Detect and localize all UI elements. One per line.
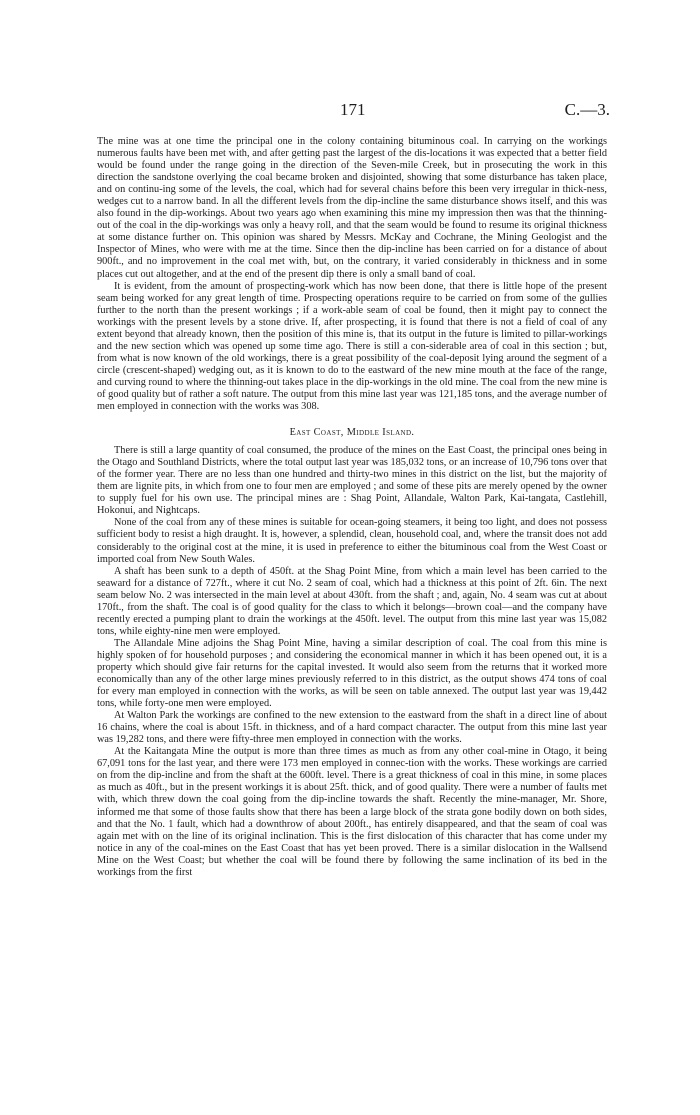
paragraph: At Walton Park the workings are confined to the new extension to the eastward from the shaft in a direct line of about 16 chains, where the coal is about 15ft. in thickness, and of a hard compact character. The output from this mine last year was 19,282 tons, and there were fifty-three men employed in connection with the works. — [97, 710, 607, 746]
paragraph: At the Kaitangata Mine the output is more than three times as much as from any other coal-mine in Otago, it being 67,091 tons for the last year, and there were 173 men employed in connec-tion with the works. These workings are carried on from the dip-incline and from the shaft at the 600ft. level. There is a great thickness of coal in this mine, in some places as much as 40ft., but in the present workings it is about 25ft. thick, and of good quality. There were a number of faults met with, which threw down the coal going from the dip-incline towards the shaft. Recently the mine-manager, Mr. Shore, informed me that some of those faults show that there has been a large block of the strata gone bodily down on both sides, and that the No. 1 fault, which had a downthrow of about 200ft., has entirely disappeared, and that the seam of coal was again met with on the line of its original inclination. This is the first dislocation of this character that has come under my notice in any of the coal-mines on the East Coast that has yet been proved. There is a similar dislocation in the Wallsend Mine on the West Coast; but whether the coal will be found there by following the same inclination of its bed in the workings from the first — [97, 746, 607, 878]
paragraph: It is evident, from the amount of prospecting-work which has now been done, that there is little hope of the present seam being worked for any great length of time. Prospecting operations require to be carried on from some of the gullies further to the north than the present workings ; if a work-able seam of coal be found, then it might pay to connect the workings with the present levels by a stone drive. If, after prospecting, it is found that there is not a field of coal of any extent beyond that already known, then the position of this mine is, that its output in the future is limited to pillar-workings and the new section which was opened up some time ago. There is still a con-siderable area of coal in this section ; but, from what is now known of the old workings, there is a great possibility of the coal-deposit lying around the segment of a circle (crescent-shaped) wedging out, as it is known to do to the eastward of the new mine mouth at the face of the range, and curving round to where the thinning-out takes place in the dip-workings in the old mine. The coal from the new mine is of good quality but of rather a soft nature. The output from this mine last year was 121,185 tons, and the average number of men employed in connection with the works was 308. — [97, 280, 607, 413]
paragraph: There is still a large quantity of coal consumed, the produce of the mines on the East Coast, the principal ones being in the Otago and Southland Districts, where the total output last year was 185,032 tons, or an increase of 10,796 tons over that of the former year. There are no less than one hundred and thirty-two mines in this district on the list, but the majority of them are lignite pits, in which from one to four men are employed ; and some of these pits are merely opened by the owner to supply fuel for his own use. The principal mines are : Shag Point, Allandale, Walton Park, Kai-tangata, Castlehill, Hokonui, and Nightcaps. — [97, 445, 607, 517]
page-header — [0, 100, 700, 124]
paragraph: The Allandale Mine adjoins the Shag Point Mine, having a similar description of coal. The coal from this mine is highly spoken of for household purposes ; and considering the economical manner in which it has been opened out, it is a property which should give fair returns for the capital invested. It would also seem from the returns that it worked more economically than any of the other large mines previously referred to in this district, as the output shows 474 tons of coal for every man employed in connection with the works, as will be seen on table annexed. The output last year was 19,442 tons, while forty-one men were employed. — [97, 637, 607, 710]
document-body — [97, 136, 607, 879]
page-number: 171 — [340, 100, 366, 119]
section-reference: C.—3. — [564, 100, 610, 119]
paragraph: The mine was at one time the principal one in the colony containing bituminous coal. In carrying on the workings numerous faults have been met with, and after getting past the largest of the dis-locations it was expected that a better field would be found under the range going in the direction of the Seven-mile Creek, but in prosecuting the work in this direction the sandstone overlying the coal became broken and disjointed, showing that some disturbance has taken place, and on continu-ing some of the levels, the coal, which had for several chains before this been very irregular in thick-ness, wedges cut to a narrow band. In all the different levels from the dip-incline the same disturbance shows itself, and this was also found in the dip-workings. About two years ago when examining this mine my impression then was that the thinning-out of the coal in the dip-workings was only a heavy roll, and that the seam would be found to resume its original thickness at some distance further on. This opinion was shared by Messrs. McKay and Cochrane, the Mining Geologist and the Inspector of Mines, who were with me at the time. Since then the dip-incline has been carried on for a distance of about 900ft., and no improvement in the coal met with, but, on the contrary, it varied considerably in thickness and in some places cut out altogether, and at the end of the present dip there is only a small band of coal. — [97, 136, 607, 280]
paragraph: None of the coal from any of these mines is suitable for ocean-going steamers, it being too light, and does not possess sufficient body to resist a high draught. It is, however, a splendid, clean, household coal, and, where the transit does not add considerably to the original cost at the mine, it is used in preference to either the bituminous coal from the West Coast or imported coal from New South Wales. — [97, 517, 607, 565]
section-heading: East Coast, Middle Island. — [289, 427, 415, 439]
paragraph: A shaft has been sunk to a depth of 450ft. at the Shag Point Mine, from which a main level has been carried to the seaward for a distance of 727ft., where it cut No. 2 seam of coal, which had a thickness at this point of 2ft. 6in. The next seam below No. 2 was intersected in the main level at about 430ft. from the shaft ; and, again, No. 4 seam was cut at about 170ft., from the shaft. The coal is of good quality for the class to which it belongs—brown coal—and the company have recently erected a pumping plant to drain the workings at the 450ft. level. The output from this mine last year was 15,082 tons, while eighty-nine men were employed. — [97, 565, 607, 637]
